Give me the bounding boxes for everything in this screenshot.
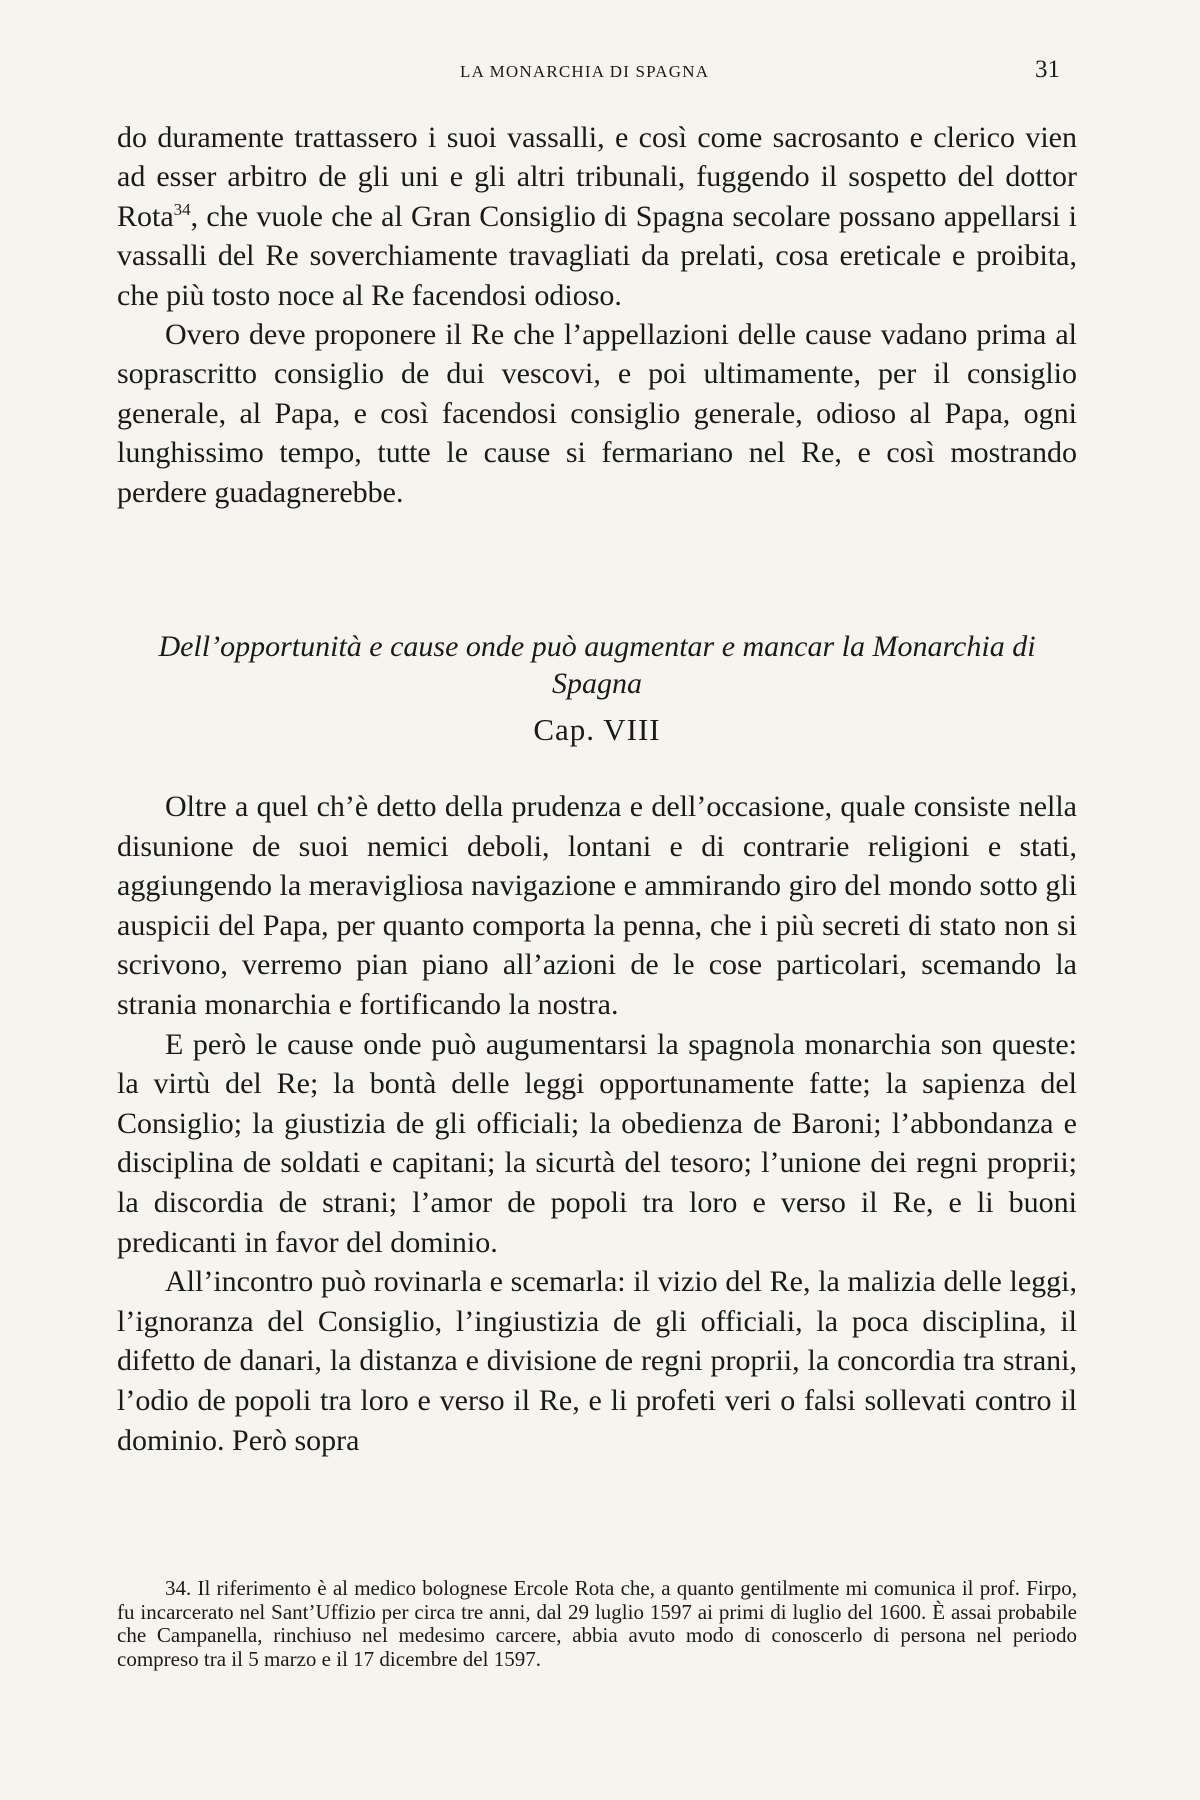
paragraph: E però le cause onde può augumentarsi la spagnola monarchia son queste: la virtù del Re; la bontà delle leggi opportunamente fatte; la sapienza del Consiglio; la giustizia de gli officiali; la obedienza de Baroni; l’abbondanza e disciplina de soldati e capitani; la sicurtà del tesoro; l’unione dei regni proprii; la discordia de strani; l’amor de popoli tra loro e verso il Re, e li buoni predicanti in favor del dominio. — [117, 1027, 1077, 1259]
paragraph: Overo deve proponere il Re che l’appellazioni delle cause vadano prima al soprascritto consiglio de dui vescovi, e poi ultimamente, per il consiglio generale, al Papa, e così facendosi consiglio generale, odioso al Papa, ogni lunghissimo tempo, tutte le cause si fermariano nel Re, e così mostrando perdere guadagnerebbe. — [117, 318, 1077, 509]
footnote — [117, 1577, 1077, 1671]
paragraph — [117, 118, 1077, 315]
footnote-reference: 34 — [173, 199, 191, 219]
paragraph: All’incontro può rovinarla e scemarla: il vizio del Re, la malizia delle leggi, l’ignoranza del Consiglio, l’ingiustizia de gli officiali, la poca disciplina, il difetto de danari, la distanza e divisione de regni proprii, la concordia tra strani, l’odio de popoli tra loro e verso il Re, e li profeti veri o falsi sollevati contro il dominio. Però sopra — [117, 1265, 1077, 1457]
chapter-heading — [117, 628, 1077, 748]
running-title: LA MONARCHIA DI SPAGNA — [460, 62, 710, 81]
paragraph: Oltre a quel ch’è detto della prudenza e dell’occasione, quale consiste nella disunione de suoi nemici deboli, lontani e di contrarie religioni e stati, aggiungendo la meravigliosa navigazione e ammirando giro del mondo sotto gli auspicii del Papa, per quanto comporta la penna, che i più secreti di stato non si scrivono, verremo pian piano all’azioni de le cose particolari, scemando la strania monarchia e fortificando la nostra. — [117, 790, 1077, 1021]
chapter-body — [117, 787, 1077, 1460]
footnote-text: 34. Il riferimento è al medico bolognese Ercole Rota che, a quanto gentilmente mi comunica il prof. Firpo, fu incarcerato nel Sant’Uffizio per circa tre anni, dal 29 luglio 1597 ai primi di luglio del 1600. È assai probabile che Campanella, rinchiuso nel medesimo carcere, abbia avuto modo di conoscerlo di persona nel periodo compreso tra il 5 marzo e il 17 dicembre del 1597. — [117, 1576, 1077, 1671]
chapter-number: Cap. VIII — [533, 712, 661, 747]
paragraph-text: , che vuole che al Gran Consiglio di Spagna secolare possano appellarsi i vassalli del Re soverchiamente travagliati da prelati, cosa ereticale e proibita, che più tosto noce al Re facendosi odioso. — [117, 199, 1077, 312]
page-number: 31 — [1035, 56, 1060, 83]
paragraph-text: do duramente trattassero i suoi vassalli, e così come sacrosanto e clerico vien ad esser arbitro de gli uni e gli altri tribunali, fuggendo il sospetto del dottor Rota — [117, 121, 1077, 233]
chapter-title: Dell’opportunità e cause onde può augmentar e mancar la Monarchia di Spagna — [158, 630, 1036, 700]
continuation-text — [117, 118, 1077, 512]
